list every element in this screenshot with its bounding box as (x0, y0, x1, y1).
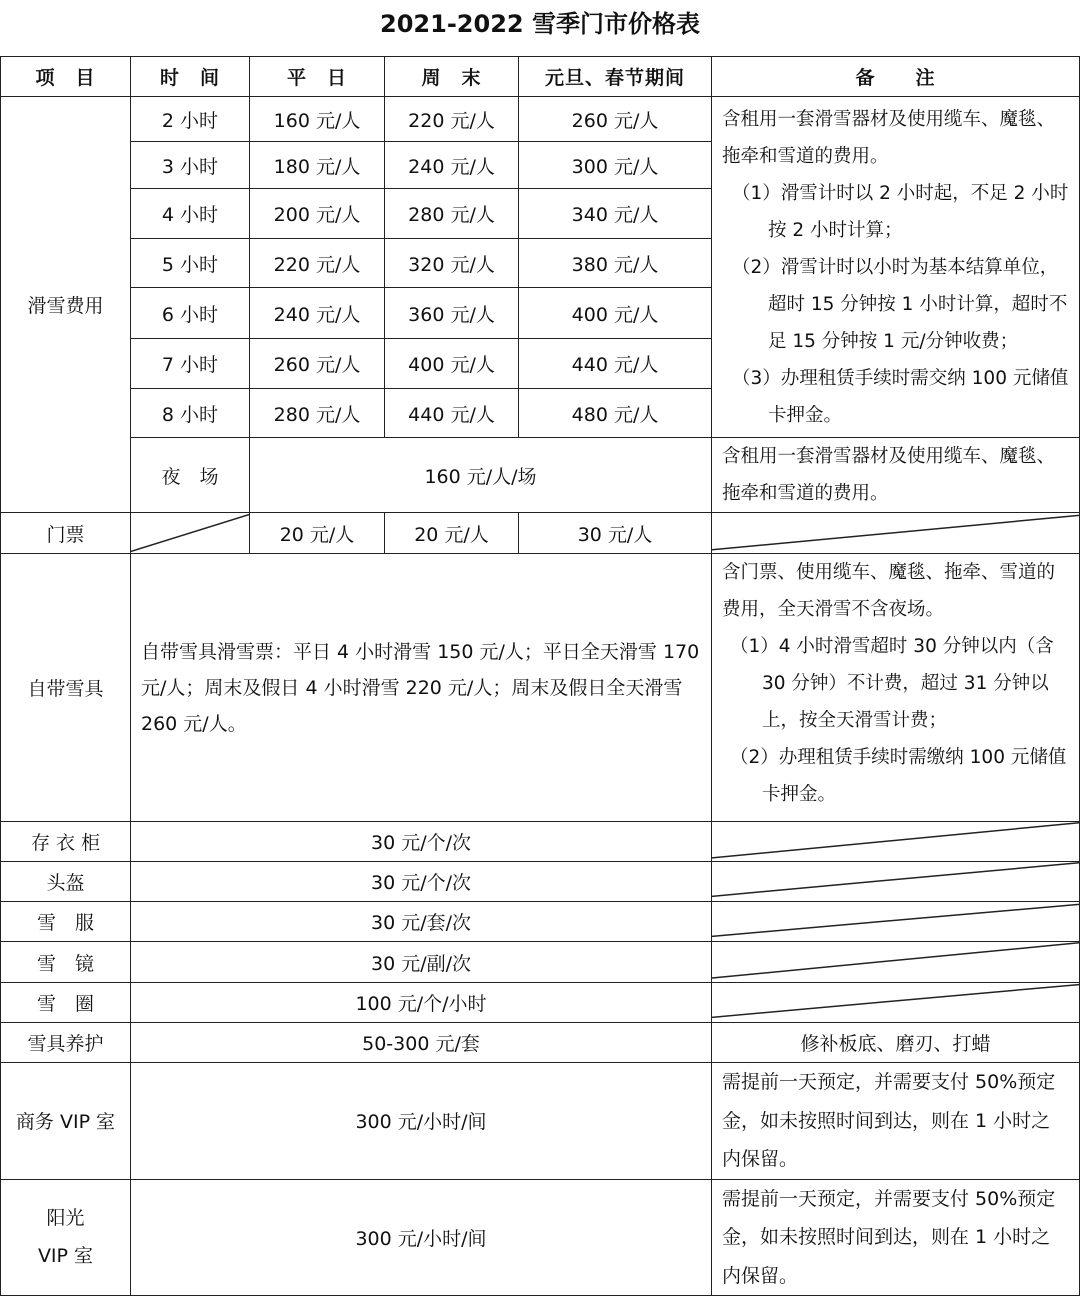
slash-line (712, 902, 1079, 941)
ski-weekend-price: 280 元/人 (385, 189, 519, 239)
ski-time: 7 小时 (131, 339, 250, 389)
header-weekend: 周 末 (385, 57, 519, 97)
ski-time: 6 小时 (131, 288, 250, 339)
maintenance-price: 50-300 元/套 (131, 1023, 712, 1063)
slash-line (712, 983, 1079, 1022)
rental-label: 头盔 (1, 862, 131, 902)
rental-label: 雪 镜 (1, 942, 131, 983)
ski-holiday-price: 400 元/人 (519, 288, 712, 339)
ski-holiday-price: 340 元/人 (519, 189, 712, 239)
ski-time: 5 小时 (131, 239, 250, 288)
ski-weekend-price: 220 元/人 (385, 97, 519, 142)
ticket-weekday: 20 元/人 (250, 513, 385, 554)
ski-weekday-price: 280 元/人 (250, 389, 385, 438)
slash-line (712, 942, 1079, 982)
ski-holiday-price: 440 元/人 (519, 339, 712, 389)
empty-slash-cell (712, 902, 1080, 942)
header-remark: 备 注 (712, 57, 1080, 97)
empty-slash-cell (712, 822, 1080, 862)
empty-slash-cell (712, 983, 1080, 1023)
vip-sun-label-line1: 阳光 (46, 1207, 85, 1230)
ski-time: 3 小时 (131, 142, 250, 189)
ski-weekday-price: 180 元/人 (250, 142, 385, 189)
vip-business-label: 商务 VIP 室 (1, 1063, 131, 1180)
ski-weekend-price: 320 元/人 (385, 239, 519, 288)
own-gear-note (712, 554, 1080, 822)
ski-time: 4 小时 (131, 189, 250, 239)
vip-sun-price: 300 元/小时/间 (131, 1179, 712, 1296)
ski-holiday-price: 260 元/人 (519, 97, 712, 142)
header-row (1, 57, 1080, 97)
ski-weekday-price: 260 元/人 (250, 339, 385, 389)
ski-weekday-price: 200 元/人 (250, 189, 385, 239)
rental-row (1, 983, 1080, 1023)
ski-weekday-price: 160 元/人 (250, 97, 385, 142)
own-gear-note-item-2: （2）办理租赁手续时需缴纳 100 元储值卡押金。 (730, 747, 1067, 805)
night-note: 含租用一套滑雪器材及使用缆车、魔毯、拖牵和雪道的费用。 (712, 438, 1080, 513)
ski-weekday-price: 240 元/人 (250, 288, 385, 339)
ski-note-item-3: （3）办理租赁手续时需交纳 100 元储值卡押金。 (732, 367, 1069, 426)
own-gear-note-item-1: （1）4 小时滑雪超时 30 分钟以内（含 30 分钟）不计费，超过 31 分钟以上，按全天滑雪计费； (730, 636, 1054, 731)
own-gear-row (1, 554, 1080, 822)
ticket-label: 门票 (1, 513, 131, 554)
slash-line (712, 862, 1079, 901)
night-label: 夜 场 (131, 438, 250, 513)
vip-sun-note: 需提前一天预定，并需要支付 50%预定金，如未按照时间到达，则在 1 小时之内保留。 (712, 1179, 1080, 1296)
ski-holiday-price: 380 元/人 (519, 239, 712, 288)
table-row (1, 97, 1080, 142)
maintenance-note: 修补板底、磨刃、打蜡 (712, 1023, 1080, 1063)
ski-weekend-price: 240 元/人 (385, 142, 519, 189)
rental-price: 30 元/套/次 (131, 902, 712, 942)
rental-row (1, 862, 1080, 902)
empty-slash-cell (712, 862, 1080, 902)
empty-slash-cell (131, 513, 250, 554)
ski-weekend-price: 360 元/人 (385, 288, 519, 339)
rental-label: 存 衣 柜 (1, 822, 131, 862)
ski-holiday-price: 300 元/人 (519, 142, 712, 189)
own-gear-label: 自带雪具 (1, 554, 131, 822)
night-price: 160 元/人/场 (250, 438, 712, 513)
ski-note (712, 97, 1080, 438)
ski-label: 滑雪费用 (1, 97, 131, 513)
header-weekday: 平 日 (250, 57, 385, 97)
maintenance-row (1, 1023, 1080, 1063)
table-row (1, 438, 1080, 513)
ski-weekday-price: 220 元/人 (250, 239, 385, 288)
ski-holiday-price: 480 元/人 (519, 389, 712, 438)
ski-weekend-price: 440 元/人 (385, 389, 519, 438)
slash-line (712, 822, 1079, 861)
vip-sun-label (1, 1179, 131, 1296)
empty-slash-cell (712, 942, 1080, 983)
ski-note-intro: 含租用一套滑雪器材及使用缆车、魔毯、拖牵和雪道的费用。 (722, 108, 1056, 167)
vip-business-note: 需提前一天预定，并需要支付 50%预定金，如未按照时间到达，则在 1 小时之内保留。 (712, 1063, 1080, 1180)
ski-time: 2 小时 (131, 97, 250, 142)
rental-price: 100 元/个/小时 (131, 983, 712, 1023)
ticket-weekend: 20 元/人 (385, 513, 519, 554)
vip-sun-row (1, 1179, 1080, 1296)
ticket-row (1, 513, 1080, 554)
empty-slash-cell (712, 513, 1080, 554)
vip-business-row (1, 1063, 1080, 1180)
vip-business-price: 300 元/小时/间 (131, 1063, 712, 1180)
rental-price: 30 元/个/次 (131, 862, 712, 902)
vip-sun-label-line2: VIP 室 (37, 1245, 94, 1268)
ticket-holiday: 30 元/人 (519, 513, 712, 554)
header-item: 项 目 (1, 57, 131, 97)
own-gear-text: 自带雪具滑雪票：平日 4 小时滑雪 150 元/人；平日全天滑雪 170 元/人；周末及假日 4 小时滑雪 220 元/人；周末及假日全天滑雪 260 元/人。 (131, 554, 712, 822)
slash-line (131, 513, 249, 553)
rental-price: 30 元/副/次 (131, 942, 712, 983)
header-time: 时 间 (131, 57, 250, 97)
header-holiday: 元旦、春节期间 (519, 57, 712, 97)
ski-weekend-price: 400 元/人 (385, 339, 519, 389)
ski-time: 8 小时 (131, 389, 250, 438)
own-gear-note-intro: 含门票、使用缆车、魔毯、拖牵、雪道的费用，全天滑雪不含夜场。 (722, 562, 1056, 620)
price-table (0, 56, 1080, 1296)
rental-row (1, 902, 1080, 942)
rental-price: 30 元/个/次 (131, 822, 712, 862)
rental-label: 雪 服 (1, 902, 131, 942)
maintenance-label: 雪具养护 (1, 1023, 131, 1063)
ski-note-item-1: （1）滑雪计时以 2 小时起，不足 2 小时按 2 小时计算； (732, 182, 1069, 241)
rental-row (1, 942, 1080, 983)
rental-row (1, 822, 1080, 862)
rental-label: 雪 圈 (1, 983, 131, 1023)
ski-note-item-2: （2）滑雪计时以小时为基本结算单位，超时 15 分钟按 1 小时计算，超时不足 15 分钟按 1 元/分钟收费； (732, 256, 1068, 352)
page-title: 2021-2022 雪季门市价格表 (380, 10, 700, 38)
slash-line (712, 513, 1079, 553)
